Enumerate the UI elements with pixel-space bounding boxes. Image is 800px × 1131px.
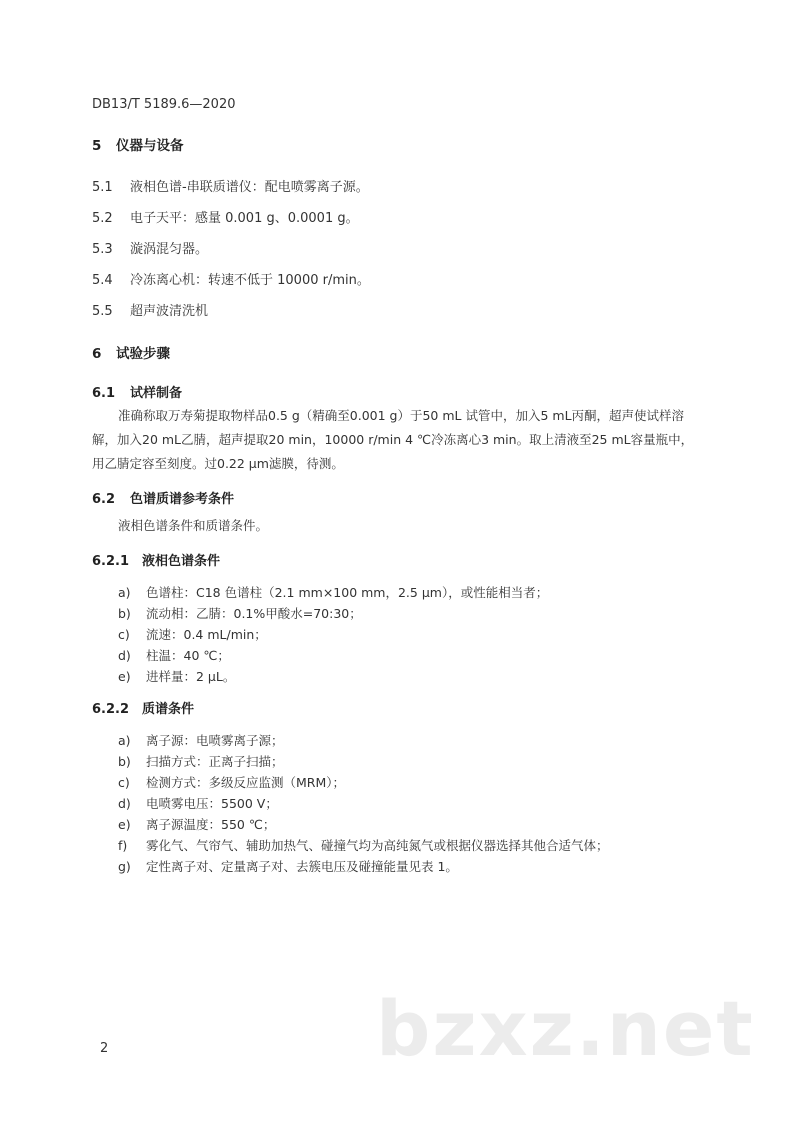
subsection-title: 质谱条件 bbox=[142, 702, 195, 717]
clause-text: 超声波清洗机 bbox=[130, 304, 209, 319]
subsection-heading-6-2-2 bbox=[92, 698, 194, 717]
list-label: e) bbox=[118, 669, 131, 684]
clause-text: 电子天平：感量 0.001 g、0.0001 g。 bbox=[130, 211, 359, 226]
subsection-number: 6.2.1 bbox=[92, 554, 130, 569]
clause-number: 5.1 bbox=[92, 180, 113, 195]
clause-5-1 bbox=[92, 176, 369, 195]
lc-condition-d bbox=[118, 646, 230, 664]
lc-condition-c bbox=[118, 625, 267, 643]
list-label: g) bbox=[118, 859, 131, 874]
list-label: c) bbox=[118, 627, 130, 642]
subsection-title: 色谱质谱参考条件 bbox=[130, 492, 235, 507]
section-number: 6 bbox=[92, 346, 102, 362]
list-text: 检测方式：多级反应监测（MRM）； bbox=[146, 775, 346, 790]
conditions-intro-paragraph: 液相色谱条件和质谱条件。 bbox=[118, 518, 269, 533]
page-number: 2 bbox=[100, 1041, 109, 1056]
list-label: d) bbox=[118, 796, 131, 811]
subsection-title: 液相色谱条件 bbox=[142, 554, 221, 569]
section-number: 5 bbox=[92, 138, 102, 154]
section-heading-5 bbox=[92, 134, 184, 154]
clause-number: 5.5 bbox=[92, 304, 113, 319]
list-text: 柱温：40 ℃； bbox=[146, 648, 230, 663]
clause-5-3 bbox=[92, 238, 208, 257]
ms-condition-c bbox=[118, 773, 345, 791]
ms-condition-d bbox=[118, 794, 278, 812]
list-label: a) bbox=[118, 733, 131, 748]
list-text: 流速：0.4 mL/min； bbox=[146, 627, 267, 642]
subsection-heading-6-1 bbox=[92, 382, 182, 401]
lc-condition-e bbox=[118, 667, 235, 685]
list-label: e) bbox=[118, 817, 131, 832]
subsection-number: 6.2.2 bbox=[92, 702, 130, 717]
subsection-heading-6-2-1 bbox=[92, 550, 220, 569]
list-label: b) bbox=[118, 754, 131, 769]
list-text: 色谱柱：C18 色谱柱（2.1 mm×100 mm，2.5 μm），或性能相当者； bbox=[146, 585, 549, 600]
list-label: a) bbox=[118, 585, 131, 600]
ms-condition-f bbox=[118, 836, 609, 854]
list-text: 雾化气、气帘气、辅助加热气、碰撞气均为高纯氮气或根据仪器选择其他合适气体； bbox=[146, 838, 609, 853]
list-label: d) bbox=[118, 648, 131, 663]
clause-text: 冷冻离心机：转速不低于 10000 r/min。 bbox=[130, 273, 370, 288]
list-text: 电喷雾电压：5500 V； bbox=[146, 796, 278, 811]
lc-condition-a bbox=[118, 583, 548, 601]
list-text: 定性离子对、定量离子对、去簇电压及碰撞能量见表 1。 bbox=[146, 859, 458, 874]
subsection-heading-6-2 bbox=[92, 488, 234, 507]
section-heading-6 bbox=[92, 342, 170, 362]
list-label: f) bbox=[118, 838, 128, 853]
clause-text: 液相色谱-串联质谱仪：配电喷雾离子源。 bbox=[130, 180, 369, 195]
list-text: 扫描方式：正离子扫描； bbox=[146, 754, 284, 769]
subsection-number: 6.2 bbox=[92, 492, 116, 507]
clause-5-2 bbox=[92, 207, 359, 226]
clause-number: 5.2 bbox=[92, 211, 113, 226]
clause-number: 5.3 bbox=[92, 242, 113, 257]
list-label: c) bbox=[118, 775, 130, 790]
ms-condition-e bbox=[118, 815, 275, 833]
clause-number: 5.4 bbox=[92, 273, 113, 288]
list-text: 进样量：2 μL。 bbox=[146, 669, 236, 684]
ms-condition-a bbox=[118, 731, 284, 749]
section-title: 仪器与设备 bbox=[116, 138, 184, 154]
clause-5-5 bbox=[92, 300, 208, 319]
sample-preparation-paragraph: 准确称取万寿菊提取物样品0.5 g（精确至0.001 g）于50 mL 试管中，加入5 mL丙酮，超声使试样溶解，加入20 mL乙腈，超声提取20 min，10000 r/min 4 ℃冷冻离心3 min。取上清液至25 mL容量瓶中，用乙腈定容至刻度。过0.22 μm滤膜，待测。 bbox=[92, 408, 694, 471]
clause-text: 漩涡混匀器。 bbox=[130, 242, 209, 257]
clause-5-4 bbox=[92, 269, 370, 288]
list-text: 流动相：乙腈：0.1%甲酸水=70:30； bbox=[146, 606, 362, 621]
list-label: b) bbox=[118, 606, 131, 621]
ms-condition-b bbox=[118, 752, 284, 770]
subsection-title: 试样制备 bbox=[130, 386, 183, 401]
watermark: bzxz.net bbox=[376, 984, 755, 1073]
subsection-number: 6.1 bbox=[92, 386, 116, 401]
lc-condition-b bbox=[118, 604, 362, 622]
document-number: DB13/T 5189.6—2020 bbox=[92, 97, 236, 112]
list-text: 离子源：电喷雾离子源； bbox=[146, 733, 284, 748]
section-title: 试验步骤 bbox=[116, 346, 170, 362]
ms-condition-g bbox=[118, 857, 458, 875]
list-text: 离子源温度：550 ℃； bbox=[146, 817, 276, 832]
